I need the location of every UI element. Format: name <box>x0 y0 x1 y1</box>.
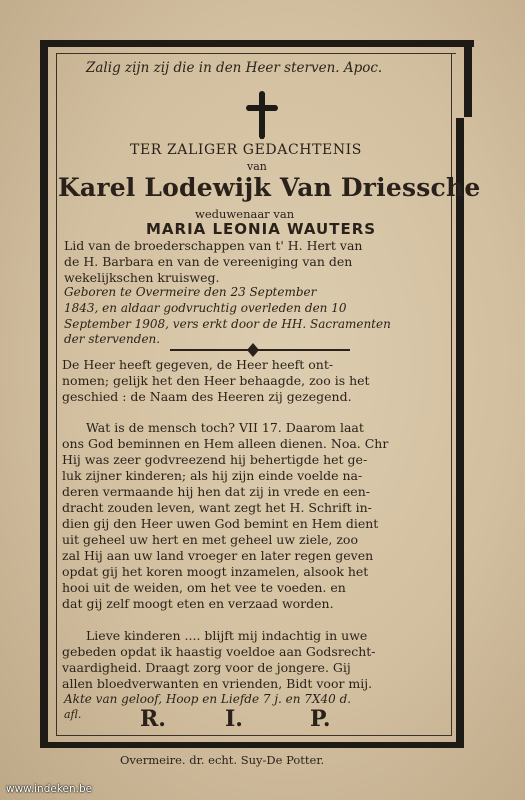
life-line-4: der stervenden. <box>64 332 161 346</box>
spouse-name: MARIA LEONIA WAUTERS <box>146 220 377 238</box>
inner-rule-left <box>56 53 57 736</box>
bio-line-2: luk zijner kinderen; als hij zijn einde voelde na- <box>62 468 363 483</box>
membership-line-1: Lid van de broederschappen van t' H. Hert van <box>64 238 363 253</box>
widower-of: weduwenaar van <box>195 207 295 221</box>
bio-line-1: Hij was zeer godvreezend hij behertigde het ge- <box>62 452 368 467</box>
bio-line-6: uit geheel uw hert en met geheel uw ziele, zoo <box>62 532 358 547</box>
bio-line-8: opdat gij het koren moogt inzamelen, alsook het <box>62 564 369 579</box>
deceased-name: Karel Lodewijk Van Driessche <box>58 173 481 202</box>
plea-line-3: vaardigheid. Draagt zorg voor de jongere. Gij <box>62 660 351 675</box>
plea-line-2: gebeden opdat ik haastig voeldoe aan Godsrecht- <box>62 644 376 659</box>
verse-line-2: nomen; gelijk het den Heer behaagde, zoo is het <box>62 373 370 388</box>
van-word: van <box>247 160 267 173</box>
memorial-heading: TER ZALIGER GEDACHTENIS <box>130 142 362 158</box>
printer-credit: Overmeire. dr. echt. Suy-De Potter. <box>120 753 325 767</box>
verse-line-1: De Heer heeft gegeven, de Heer heeft ont- <box>62 357 334 372</box>
watermark: www.indeken.be <box>6 783 93 795</box>
membership-line-2: de H. Barbara en van de vereeniging van den <box>64 254 353 269</box>
bio-line-3: deren vermaande hij hen dat zij in vrede en een- <box>62 484 370 499</box>
inner-rule-bottom <box>56 735 452 736</box>
border-bottom <box>40 742 460 748</box>
life-line-3: September 1908, vers erkt door de HH. Sacramenten <box>64 317 391 331</box>
bio-line-5: dien gij den Heer uwen God bemint en Hem dient <box>62 516 379 531</box>
ornament-icon <box>247 343 259 357</box>
bio-line-7: zal Hij aan uw land vroeger en later regen geven <box>62 548 374 563</box>
membership-line-3: wekelijkschen kruisweg. <box>64 270 220 285</box>
border-left <box>40 40 48 748</box>
verse-line-3: geschied : de Naam des Heeren zij gezegend. <box>62 389 352 404</box>
bio-line-9: hooi uit de weiden, om het vee te voeden. en <box>62 580 346 595</box>
plea-line-6: afl. <box>64 708 82 721</box>
plea-line-4: allen bloedverwanten en vrienden, Bidt voor mij. <box>62 676 373 691</box>
motto: Zalig zijn zij die in den Heer sterven. Apoc. <box>86 60 383 76</box>
border-top <box>44 40 474 47</box>
border-right <box>456 118 464 748</box>
life-line-1: Geboren te Overmeire den 23 September <box>64 285 317 299</box>
life-line-2: 1843, en aldaar godvruchtig overleden den 10 <box>64 301 347 315</box>
inner-rule-top <box>56 53 456 54</box>
rip-p: P. <box>310 706 331 732</box>
inner-rule-right <box>451 53 452 736</box>
plea-line-5: Akte van geloof, Hoop en Liefde 7 j. en 7X40 d. <box>64 692 352 706</box>
rip-i: I. <box>225 706 243 732</box>
plea-line-1: Lieve kinderen .... blijft mij indachtig in uwe <box>86 628 368 643</box>
question-line-2: ons God beminnen en Hem alleen dienen. Noa. Chr <box>62 436 389 451</box>
cross-icon <box>246 91 278 139</box>
bio-line-4: dracht zouden leven, want zegt het H. Schrift in- <box>62 500 372 515</box>
ornament-rule <box>170 349 350 351</box>
bio-line-10: dat gij zelf moogt eten en verzaad worden. <box>62 596 334 611</box>
rip-r: R. <box>140 706 166 732</box>
border-right-upper <box>464 47 472 117</box>
question-line-1: Wat is de mensch toch? VII 17. Daarom laat <box>86 420 364 435</box>
